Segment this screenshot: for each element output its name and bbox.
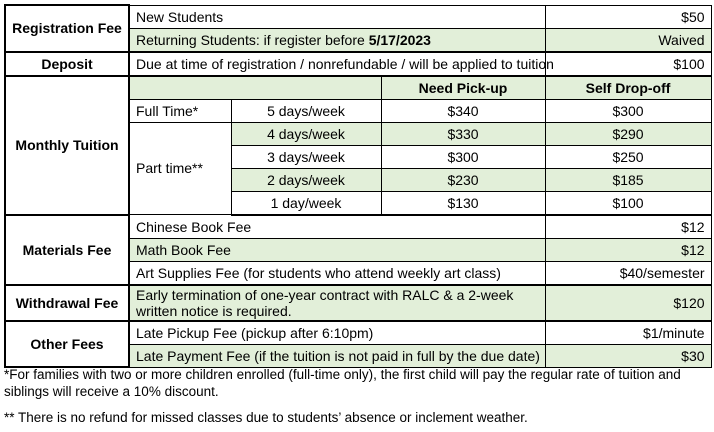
registration-new-amount: $50 [545, 5, 711, 28]
deposit-category: Deposit [5, 52, 129, 76]
other-row [5, 321, 711, 345]
registration-category: Registration Fee [5, 5, 129, 52]
tuition-part-time-label: Part time** [129, 122, 231, 215]
other-amount: $1/minute [545, 321, 711, 345]
footnote-refund: ** There is no refund for missed classes due to students’ absence or inclement weather. [4, 410, 528, 425]
tuition-header-dropoff: Self Drop-off [545, 76, 711, 100]
materials-label: Math Book Fee [129, 238, 545, 261]
tuition-dropoff: $300 [545, 99, 711, 122]
registration-returning-date: 5/17/2023 [368, 31, 431, 48]
other-label: Late Pickup Fee (pickup after 6:10pm) [129, 321, 545, 345]
registration-row-new [5, 5, 711, 28]
tuition-header-blank [129, 76, 381, 100]
tuition-header-pickup: Need Pick-up [381, 76, 545, 100]
other-category: Other Fees [5, 321, 129, 368]
materials-label: Chinese Book Fee [129, 215, 545, 239]
deposit-amount: $100 [545, 52, 711, 76]
materials-row [5, 215, 711, 239]
tuition-pickup: $330 [381, 122, 545, 145]
tuition-dropoff: $185 [545, 168, 711, 191]
withdrawal-category: Withdrawal Fee [5, 285, 129, 321]
other-label: Late Payment Fee (if the tuition is not paid in full by the due date) [129, 344, 545, 367]
tuition-days: 2 days/week [231, 168, 381, 191]
tuition-header-row [5, 76, 711, 100]
materials-amount: $12 [545, 238, 711, 261]
materials-label: Art Supplies Fee (for students who attend weekly art class) [129, 261, 545, 285]
tuition-dropoff: $290 [545, 122, 711, 145]
tuition-pickup: $340 [381, 99, 545, 122]
tuition-pickup: $230 [381, 168, 545, 191]
tuition-dropoff: $100 [545, 191, 711, 215]
tuition-category: Monthly Tuition [5, 76, 129, 215]
registration-new-label: New Students [129, 5, 545, 28]
footnotes [4, 366, 710, 426]
materials-amount: $40/semester [545, 261, 711, 285]
materials-category: Materials Fee [5, 215, 129, 285]
registration-returning-prefix: Returning Students: if register before [136, 31, 369, 48]
fee-table [4, 4, 712, 368]
deposit-row [5, 52, 711, 76]
tuition-days: 5 days/week [231, 99, 381, 122]
tuition-pickup: $300 [381, 145, 545, 168]
tuition-days: 4 days/week [231, 122, 381, 145]
tuition-days: 1 day/week [231, 191, 381, 215]
tuition-pickup: $130 [381, 191, 545, 215]
tuition-full-time-label: Full Time* [129, 99, 231, 122]
footnote-discount: *For families with two or more children enrolled (full-time only), the first child will pay the regular rate of tuition and siblings will receive a 10% discount. [4, 367, 681, 399]
withdrawal-amount: $120 [545, 285, 711, 321]
tuition-days: 3 days/week [231, 145, 381, 168]
other-amount: $30 [545, 344, 711, 367]
registration-returning-label [129, 28, 545, 52]
tuition-dropoff: $250 [545, 145, 711, 168]
withdrawal-label: Early termination of one-year contract with RALC & a 2-week written notice is required. [129, 285, 545, 321]
materials-amount: $12 [545, 215, 711, 239]
withdrawal-row [5, 285, 711, 321]
registration-returning-amount: Waived [545, 28, 711, 52]
deposit-label: Due at time of registration / nonrefundable / will be applied to tuition [129, 52, 545, 76]
